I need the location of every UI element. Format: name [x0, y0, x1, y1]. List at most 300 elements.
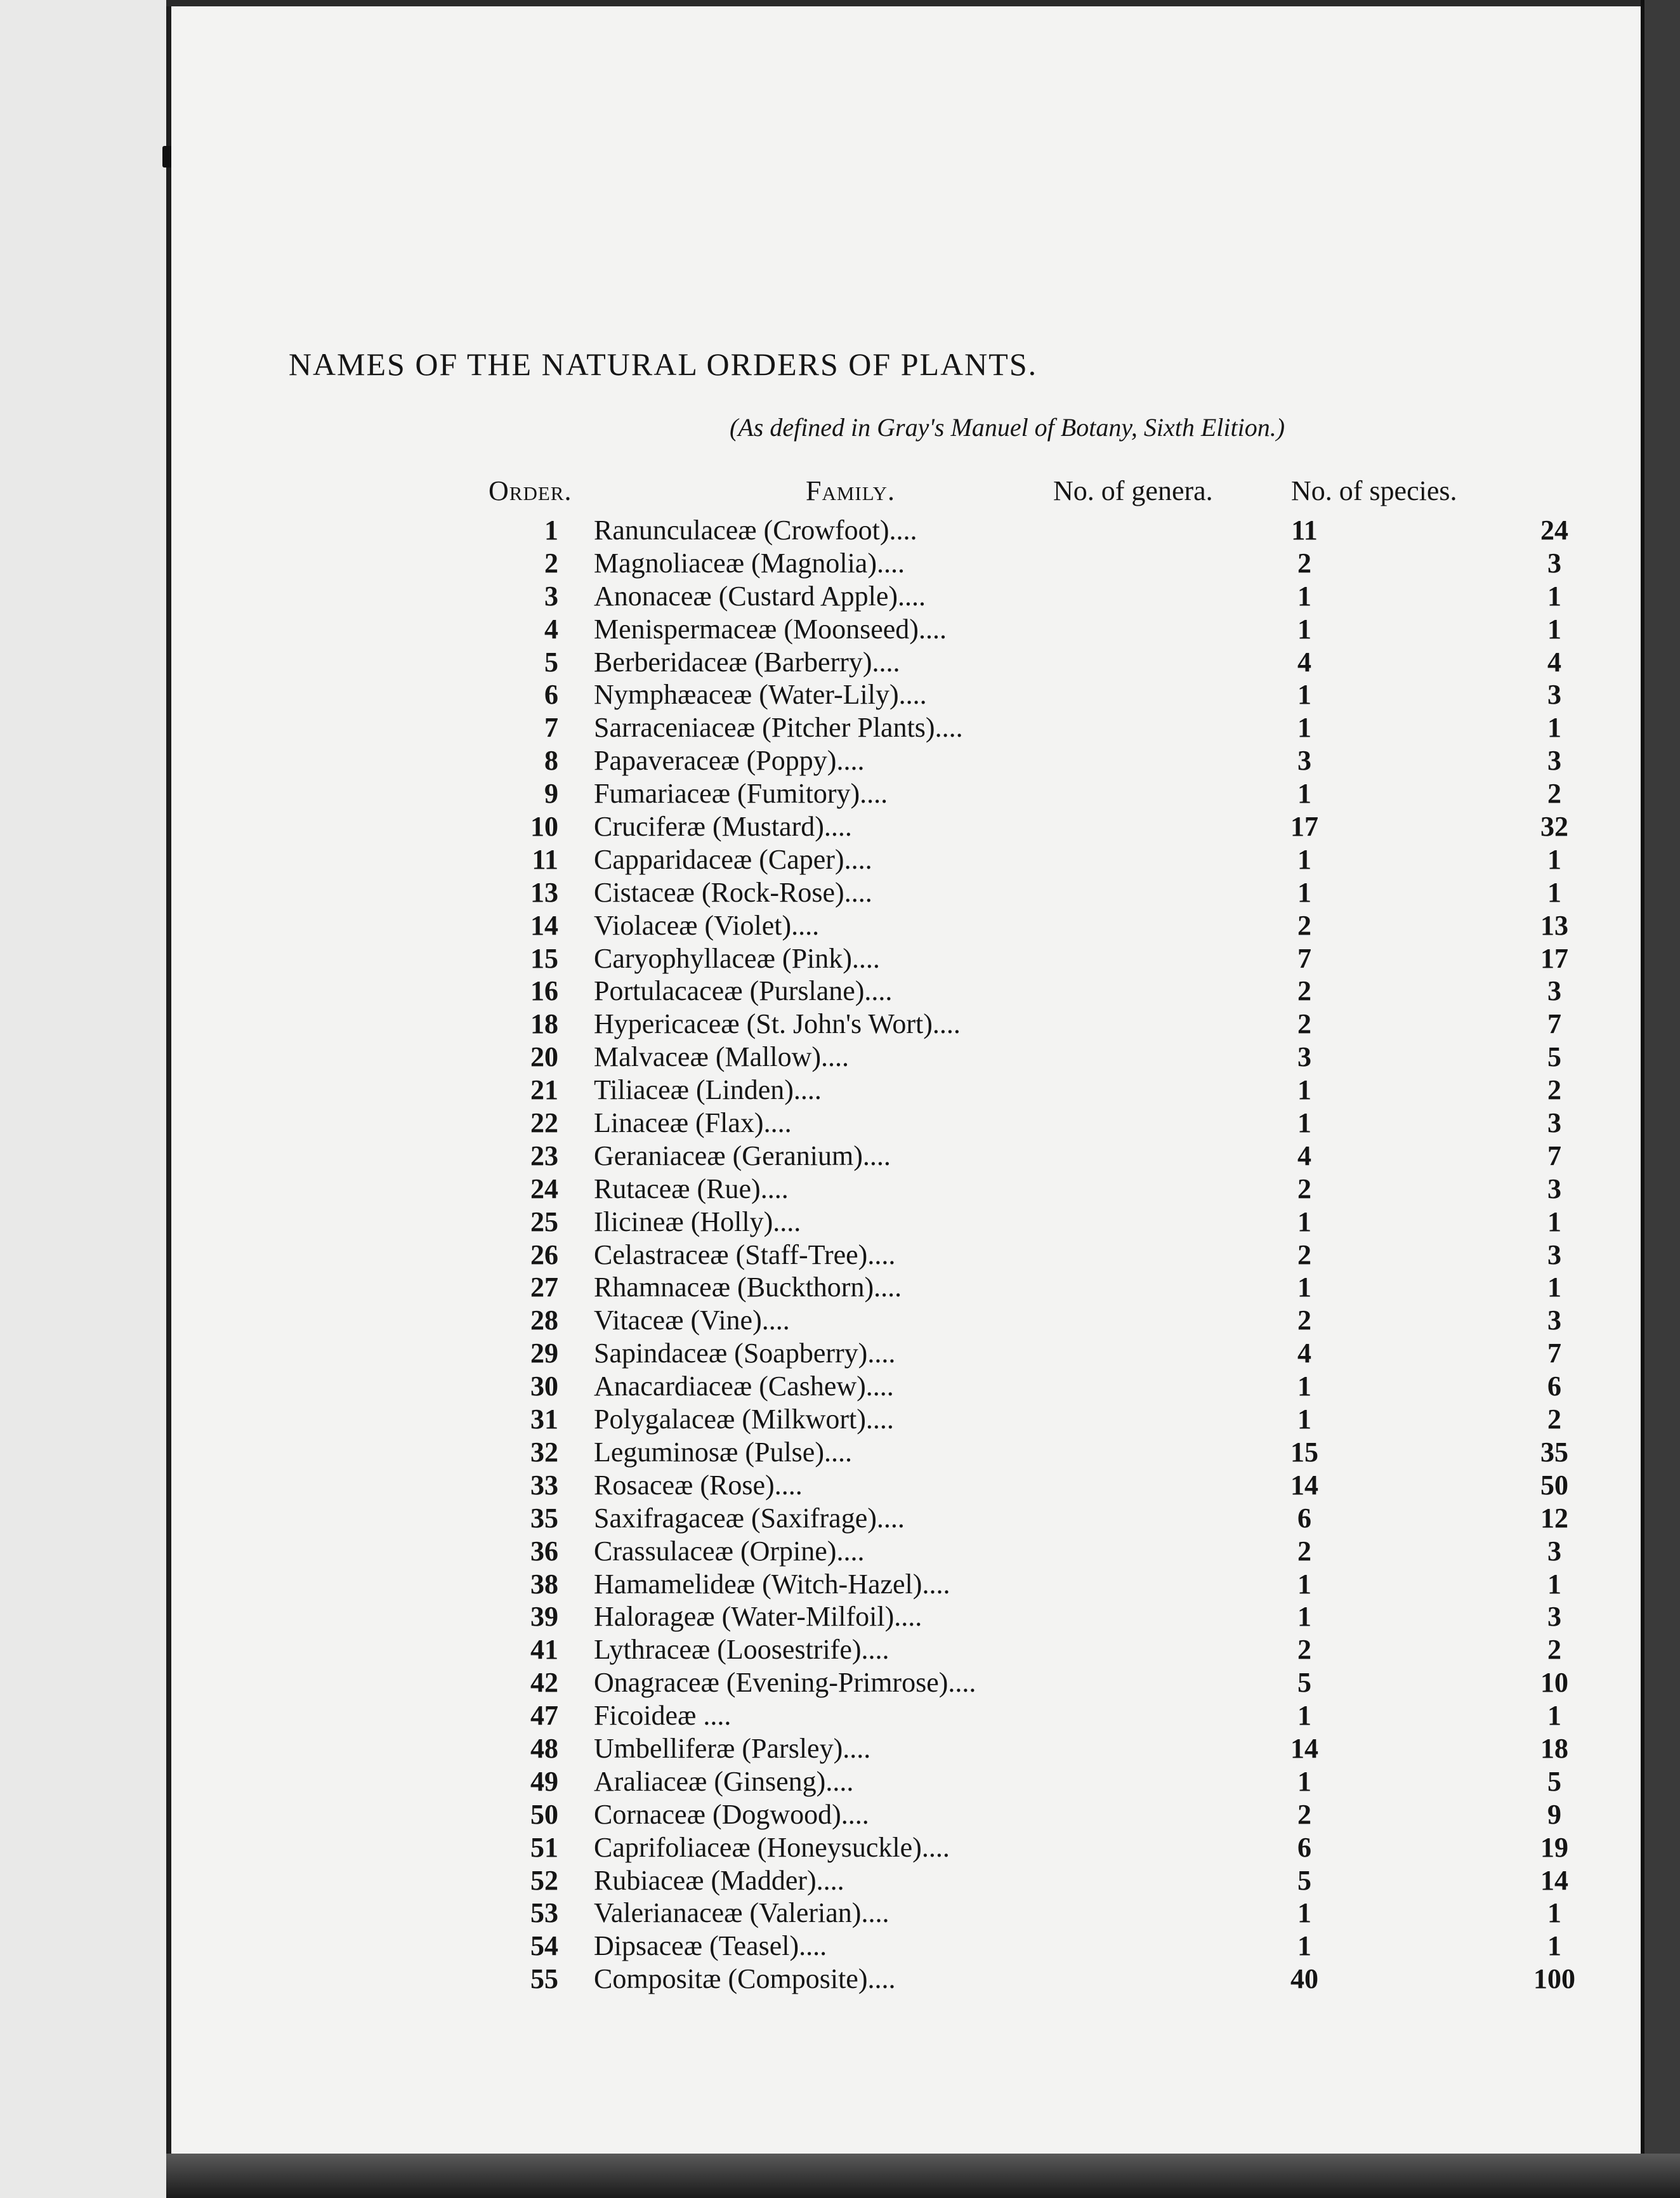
genera-count: 4 [1297, 1140, 1311, 1171]
species-count: 2 [1547, 778, 1561, 810]
leader-dots-tail: .... [825, 1765, 854, 1797]
leader-dots [719, 1667, 726, 1698]
species-count: 1 [1547, 876, 1561, 908]
family-name: (Crowfoot) [763, 515, 889, 546]
leader-dots-tail: .... [791, 909, 820, 941]
table-row [171, 1370, 1680, 1403]
leader-dots [702, 1930, 709, 1961]
order-family-entry [594, 1765, 1190, 1798]
table-row [171, 1304, 1680, 1337]
order-number: 51 [530, 1831, 558, 1863]
leader-dots [689, 1074, 696, 1105]
order-name: Compositæ [594, 1963, 721, 1995]
table-row [171, 646, 1680, 679]
family-name: (Dogwood) [712, 1798, 841, 1830]
order-name: Vitaceæ [594, 1305, 684, 1336]
family-name: (Valerian) [749, 1897, 862, 1929]
order-number: 30 [530, 1371, 558, 1402]
table-row [171, 1140, 1680, 1173]
family-name: (Geranium) [732, 1140, 863, 1171]
leader-dots-tail: .... [836, 1535, 865, 1567]
order-family-entry [594, 1568, 1190, 1601]
table-row [171, 1633, 1680, 1666]
order-number: 42 [530, 1667, 558, 1699]
order-number: 48 [530, 1732, 558, 1764]
leader-dots [743, 975, 750, 1006]
order-number: 20 [530, 1041, 558, 1073]
table-row [171, 843, 1680, 876]
leader-dots [744, 1503, 751, 1534]
genera-count: 2 [1297, 1239, 1311, 1270]
genera-count: 17 [1290, 811, 1318, 843]
order-number: 35 [530, 1502, 558, 1534]
table-row [171, 1963, 1680, 1996]
order-number: 32 [530, 1436, 558, 1468]
table-row [171, 1864, 1680, 1897]
order-family-entry [594, 942, 1190, 975]
family-name: (Caper) [759, 843, 844, 875]
family-name: (Composite) [728, 1963, 868, 1995]
leader-dots [688, 1107, 695, 1138]
species-count: 3 [1547, 1535, 1561, 1567]
leader-dots-tail: .... [774, 1469, 803, 1501]
genera-count: 3 [1297, 1041, 1311, 1073]
species-count: 1 [1547, 1206, 1561, 1237]
family-name: (Mustard) [712, 811, 824, 843]
order-family-entry [594, 1239, 1190, 1272]
leader-dots-tail: .... [793, 1074, 822, 1106]
leader-dots-tail: .... [867, 1239, 896, 1270]
family-name: (Poppy) [746, 745, 837, 777]
order-number: 28 [530, 1305, 558, 1336]
leader-dots-tail: .... [865, 1371, 894, 1402]
order-number: 7 [544, 712, 558, 744]
leader-dots [705, 811, 712, 842]
table-row [171, 810, 1680, 843]
order-number: 3 [544, 580, 558, 612]
leader-dots-tail: .... [843, 1732, 871, 1764]
family-name: (Staff-Tree) [735, 1239, 868, 1270]
table-row [171, 1568, 1680, 1601]
species-count: 1 [1547, 712, 1561, 744]
order-name: Dipsaceæ [594, 1930, 703, 1962]
order-number: 22 [530, 1107, 558, 1139]
order-family-entry [594, 1008, 1190, 1041]
order-family-entry [594, 514, 1190, 547]
leader-dots [696, 1700, 703, 1731]
family-name: (Mallow) [715, 1041, 821, 1073]
leader-dots [738, 1437, 745, 1468]
family-name: (Witch-Hazel) [762, 1568, 922, 1600]
order-number: 9 [544, 778, 558, 810]
species-count: 5 [1547, 1765, 1561, 1797]
leader-dots-tail: .... [844, 876, 872, 908]
table-row [171, 1107, 1680, 1140]
species-count: 3 [1547, 975, 1561, 1007]
species-count: 3 [1547, 1305, 1561, 1336]
family-name: (Rock-Rose) [701, 876, 844, 908]
leader-dots-tail: .... [894, 1601, 922, 1633]
leader-dots [730, 1272, 737, 1303]
species-count: 100 [1533, 1963, 1575, 1995]
table-row [171, 1699, 1680, 1732]
genera-count: 14 [1290, 1732, 1318, 1764]
genera-count: 1 [1297, 580, 1311, 612]
genera-count: 1 [1297, 1930, 1311, 1962]
genera-count: 1 [1297, 1107, 1311, 1139]
family-name: (Violet) [704, 909, 792, 941]
order-name: Sapindaceæ [594, 1338, 728, 1369]
top-edge [166, 0, 1680, 6]
table-row [171, 678, 1680, 711]
family-name: (Milkwort) [742, 1404, 866, 1435]
species-count: 5 [1547, 1041, 1561, 1073]
genera-count: 7 [1297, 942, 1311, 974]
order-name: Ilicineæ [594, 1206, 684, 1237]
order-name: Geraniaceæ [594, 1140, 726, 1171]
table-row [171, 1074, 1680, 1107]
genera-count: 4 [1297, 646, 1311, 678]
order-name: Crassulaceæ [594, 1535, 733, 1567]
table-row [171, 1798, 1680, 1831]
table-row [171, 1173, 1680, 1206]
order-number: 1 [544, 515, 558, 546]
species-count: 19 [1540, 1831, 1568, 1863]
genera-count: 6 [1297, 1502, 1311, 1534]
species-count: 7 [1547, 1338, 1561, 1369]
family-name: (Magnolia) [751, 547, 877, 579]
order-name: Leguminosæ [594, 1436, 738, 1468]
order-family-entry [594, 1930, 1190, 1963]
order-number: 14 [530, 909, 558, 941]
family-name: (Rue) [697, 1173, 761, 1204]
order-name: Portulacaceæ [594, 975, 743, 1007]
species-count: 4 [1547, 646, 1561, 678]
genera-count: 1 [1297, 613, 1311, 645]
order-number: 27 [530, 1272, 558, 1303]
order-family-entry [594, 1436, 1190, 1469]
genera-count: 2 [1297, 1008, 1311, 1040]
order-number: 54 [530, 1930, 558, 1962]
species-count: 18 [1540, 1732, 1568, 1764]
genera-count: 5 [1297, 1864, 1311, 1896]
leader-dots [715, 1601, 722, 1632]
order-name: Ficoideæ [594, 1700, 697, 1732]
leader-dots-tail: .... [865, 1404, 894, 1435]
order-number: 21 [530, 1074, 558, 1106]
order-number: 6 [544, 679, 558, 711]
species-count: 2 [1547, 1634, 1561, 1666]
leader-dots [695, 877, 702, 908]
species-count: 14 [1540, 1864, 1568, 1896]
order-name: Caryophyllaceæ [594, 942, 775, 974]
family-name: (Saxifrage) [751, 1502, 877, 1534]
order-name: Hypericaceæ [594, 1008, 740, 1040]
leader-dots [752, 844, 759, 875]
leader-dots [751, 1832, 758, 1863]
order-family-entry [594, 744, 1190, 777]
order-number: 10 [530, 811, 558, 843]
leader-dots-tail: .... [816, 1864, 844, 1896]
order-family-entry [594, 876, 1190, 909]
species-count: 3 [1547, 745, 1561, 777]
table-row [171, 1436, 1680, 1469]
order-name: Valerianaceæ [594, 1897, 743, 1929]
leader-dots [709, 1041, 716, 1072]
family-name: (Madder) [711, 1864, 817, 1896]
genera-count: 1 [1297, 1765, 1311, 1797]
species-count: 7 [1547, 1140, 1561, 1171]
leader-dots-tail: .... [773, 1206, 801, 1237]
orders-table [171, 514, 1680, 1996]
order-family-entry [594, 1304, 1190, 1337]
order-name: Tiliaceæ [594, 1074, 689, 1106]
family-name: (Purslane) [749, 975, 865, 1007]
genera-count: 1 [1297, 1404, 1311, 1435]
table-row [171, 909, 1680, 942]
leader-dots [755, 1569, 762, 1600]
leader-dots-tail: .... [889, 515, 917, 546]
leader-dots [730, 778, 737, 809]
order-family-entry [594, 843, 1190, 876]
leader-dots-tail: .... [703, 1700, 732, 1732]
species-count: 12 [1540, 1502, 1568, 1534]
leader-dots-tail: .... [872, 646, 900, 678]
table-row [171, 876, 1680, 909]
table-row [171, 1732, 1680, 1765]
family-name: (Loosestrife) [717, 1634, 862, 1666]
genera-count: 2 [1297, 1634, 1311, 1666]
page-edge-bottom [166, 2154, 1680, 2198]
family-name: (Water-Milfoil) [721, 1601, 895, 1633]
order-family-entry [594, 909, 1190, 942]
order-number: 13 [530, 876, 558, 908]
order-number: 26 [530, 1239, 558, 1270]
leader-dots [743, 1897, 750, 1928]
order-name: Fumariaceæ [594, 778, 731, 810]
table-row [171, 1206, 1680, 1239]
order-family-entry [594, 1798, 1190, 1831]
leader-dots [744, 548, 751, 579]
family-name: (Parsley) [742, 1732, 843, 1764]
order-name: Capparidaceæ [594, 843, 752, 875]
leader-dots-tail: .... [867, 1963, 896, 1995]
table-row [171, 777, 1680, 810]
order-name: Sarraceniaceæ [594, 712, 756, 744]
leader-dots-tail: .... [841, 1798, 869, 1830]
order-name: Violaceæ [594, 909, 698, 941]
order-name: Anacardiaceæ [594, 1371, 752, 1402]
leader-dots-tail: .... [851, 942, 880, 974]
genera-count: 1 [1297, 1700, 1311, 1732]
order-family-entry [594, 711, 1190, 744]
leader-dots [735, 1733, 742, 1764]
species-count: 1 [1547, 613, 1561, 645]
family-name: (Pink) [782, 942, 852, 974]
order-number: 25 [530, 1206, 558, 1237]
species-count: 2 [1547, 1404, 1561, 1435]
leader-dots [712, 581, 719, 612]
order-number: 16 [530, 975, 558, 1007]
species-count: 3 [1547, 1239, 1561, 1270]
order-family-entry [594, 1107, 1190, 1140]
table-row [171, 942, 1680, 975]
order-name: Hamamelideæ [594, 1568, 756, 1600]
order-family-entry [594, 1140, 1190, 1173]
family-name: (Pitcher Plants) [762, 712, 935, 744]
leader-dots-tail: .... [763, 1107, 792, 1139]
order-name: Rutaceæ [594, 1173, 690, 1204]
facing-page [0, 0, 171, 2198]
leader-dots [747, 647, 754, 678]
genera-count: 11 [1291, 515, 1318, 546]
leader-dots-tail: .... [874, 1272, 902, 1303]
species-count: 32 [1540, 811, 1568, 843]
species-count: 1 [1547, 843, 1561, 875]
table-row [171, 613, 1680, 646]
order-family-entry [594, 1633, 1190, 1666]
order-number: 36 [530, 1535, 558, 1567]
leader-dots-tail: .... [948, 1667, 976, 1699]
order-family-entry [594, 678, 1190, 711]
order-family-entry [594, 1206, 1190, 1239]
family-name: (Soapberry) [734, 1338, 868, 1369]
genera-count: 1 [1297, 712, 1311, 744]
header-order: Order. [489, 475, 572, 506]
species-count: 50 [1540, 1469, 1568, 1501]
leader-dots [757, 515, 764, 546]
genera-count: 2 [1297, 909, 1311, 941]
order-family-entry [594, 646, 1190, 679]
order-number: 39 [530, 1601, 558, 1633]
order-number: 11 [532, 843, 558, 875]
table-row [171, 514, 1680, 547]
order-name: Papaveraceæ [594, 745, 740, 777]
order-name: Rosaceæ [594, 1469, 693, 1501]
order-family-entry [594, 777, 1190, 810]
table-row [171, 1600, 1680, 1633]
table-row [171, 1897, 1680, 1930]
leader-dots-tail: .... [935, 712, 963, 744]
order-name: Umbelliferæ [594, 1732, 735, 1764]
leader-dots-tail: .... [844, 843, 872, 875]
order-number: 4 [544, 613, 558, 645]
leader-dots [733, 1536, 740, 1567]
leader-dots [704, 1865, 711, 1896]
leader-dots [721, 1963, 728, 1994]
order-family-entry [594, 1337, 1190, 1370]
species-count: 17 [1540, 942, 1568, 974]
table-row [171, 1271, 1680, 1304]
leader-dots [735, 1404, 742, 1435]
order-family-entry [594, 1271, 1190, 1304]
species-count: 24 [1540, 515, 1568, 546]
genera-count: 6 [1297, 1831, 1311, 1863]
order-number: 52 [530, 1864, 558, 1896]
family-name: (Moonseed) [784, 613, 919, 645]
genera-count: 1 [1297, 778, 1311, 810]
page-subtitle: (As defined in Gray's Manuel of Botany, Sixth Elition.) [730, 413, 1285, 442]
species-count: 3 [1547, 547, 1561, 579]
genera-count: 3 [1297, 745, 1311, 777]
order-family-entry [594, 1666, 1190, 1699]
family-name: (Evening-Primrose) [726, 1667, 948, 1699]
leader-dots [705, 1799, 712, 1830]
header-family: Family. [806, 475, 895, 506]
species-count: 1 [1547, 1568, 1561, 1600]
table-row [171, 1765, 1680, 1798]
species-count: 1 [1547, 1897, 1561, 1929]
species-count: 13 [1540, 909, 1568, 941]
table-row [171, 1041, 1680, 1074]
leader-dots [707, 1766, 714, 1797]
leader-dots [693, 1470, 700, 1501]
table-row [171, 547, 1680, 580]
order-name: Malvaceæ [594, 1041, 709, 1073]
order-name: Linaceæ [594, 1107, 689, 1139]
table-row [171, 711, 1680, 744]
leader-dots [777, 614, 784, 645]
order-name: Ranunculaceæ [594, 515, 757, 546]
table-row [171, 1831, 1680, 1864]
leader-dots [710, 1634, 717, 1665]
leader-dots [775, 943, 782, 974]
genera-count: 1 [1297, 1272, 1311, 1303]
table-row [171, 744, 1680, 777]
order-family-entry [594, 1732, 1190, 1765]
family-name: (Linden) [695, 1074, 794, 1106]
leader-dots [755, 712, 762, 743]
family-name: (Rose) [700, 1469, 775, 1501]
page-title: NAMES OF THE NATURAL ORDERS OF PLANTS. [288, 346, 1038, 382]
genera-count: 2 [1297, 547, 1311, 579]
family-name: (Orpine) [740, 1535, 837, 1567]
species-count: 3 [1547, 1173, 1561, 1204]
leader-dots-tail: .... [867, 1338, 896, 1369]
order-name: Saxifragaceæ [594, 1502, 744, 1534]
leader-dots-tail: .... [876, 1502, 905, 1534]
leader-dots-tail: .... [921, 1831, 950, 1863]
leader-dots-tail: .... [918, 613, 947, 645]
family-name: (Buckthorn) [737, 1272, 874, 1303]
genera-count: 1 [1297, 1897, 1311, 1929]
order-name: Lythraceæ [594, 1634, 711, 1666]
leader-dots-tail: .... [836, 745, 865, 777]
order-name: Polygalaceæ [594, 1404, 735, 1435]
order-number: 49 [530, 1765, 558, 1797]
order-number: 53 [530, 1897, 558, 1929]
family-name: (Fumitory) [737, 778, 860, 810]
header-genera: No. of genera. [1053, 475, 1213, 506]
order-family-entry [594, 1699, 1190, 1732]
order-name: Onagraceæ [594, 1667, 719, 1699]
order-number: 18 [530, 1008, 558, 1040]
leader-dots [752, 1371, 759, 1402]
leader-dots [684, 1206, 691, 1237]
order-name: Berberidaceæ [594, 646, 747, 678]
leader-dots [752, 679, 759, 710]
genera-count: 1 [1297, 1601, 1311, 1633]
leader-dots-tail: .... [861, 1897, 889, 1929]
leader-dots-tail: .... [824, 1436, 852, 1468]
order-number: 33 [530, 1469, 558, 1501]
order-family-entry [594, 1600, 1190, 1633]
genera-count: 5 [1297, 1667, 1311, 1699]
family-name: (Flax) [695, 1107, 764, 1139]
family-name: (Honeysuckle) [757, 1831, 922, 1863]
table-row [171, 1337, 1680, 1370]
order-name: Cruciferæ [594, 811, 705, 843]
